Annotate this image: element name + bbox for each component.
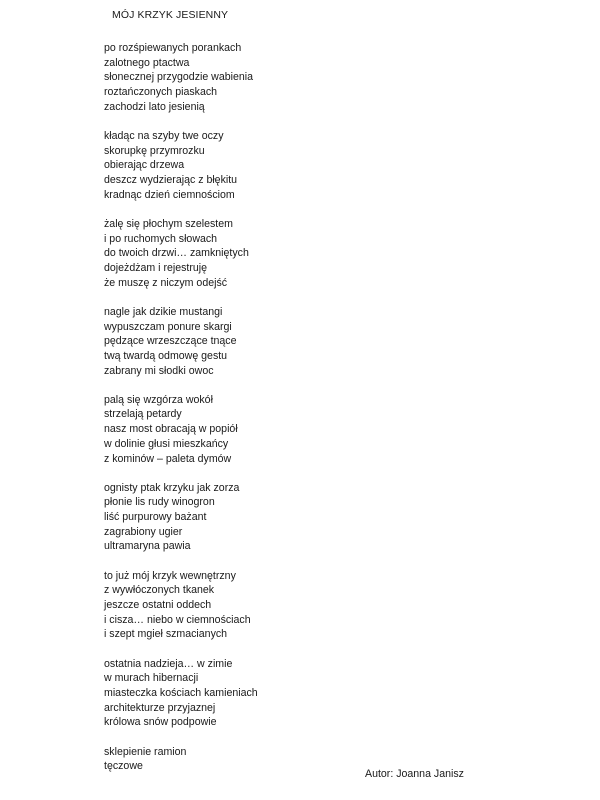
poem-line: obierając drzewa — [104, 159, 185, 172]
poem-line: skorupkę przymrozku — [104, 144, 205, 157]
poem-line: i szept mgieł szmacianych — [104, 628, 228, 641]
poem-line: roztańczonych piaskach — [104, 86, 218, 99]
poem-line: to już mój krzyk wewnętrzny — [104, 569, 236, 582]
poem-line: kradnąc dzień ciemnościom — [104, 188, 235, 201]
author-credit: Autor: Joanna Janisz — [365, 768, 464, 780]
poem-title: MÓJ KRZYK JESIENNY — [112, 9, 229, 21]
poem-line: kładąc na szyby twe oczy — [104, 129, 224, 142]
poem-line: ognisty ptak krzyku jak zorza — [104, 481, 240, 494]
poem-line: i cisza… niebo w ciemnościach — [104, 613, 251, 626]
poem-line: miasteczka kościach kamieniach — [104, 686, 258, 699]
poem-line: z kominów – paleta dymów — [104, 452, 232, 465]
stanza — [104, 569, 258, 642]
stanza — [104, 129, 258, 202]
poem-line: liść purpurowy bażant — [104, 511, 207, 524]
poem-line: płonie lis rudy winogron — [104, 496, 215, 509]
stanza — [104, 217, 258, 290]
poem-line: w murach hibernacji — [104, 672, 199, 685]
stanza — [104, 745, 258, 774]
poem-line: jeszcze ostatni oddech — [104, 599, 212, 611]
stanza — [104, 481, 258, 554]
poem-line: królowa snów podpowie — [104, 716, 217, 729]
poem-line: z wywłóczonych tkanek — [104, 584, 215, 597]
stanza — [104, 657, 258, 730]
poem-line: pędzące wrzeszczące tnące — [104, 335, 237, 348]
poem-line: ostatnia nadzieja… w zimie — [104, 657, 233, 670]
poem-line: palą się wzgórza wokół — [104, 393, 213, 406]
poem-line: zalotnego ptactwa — [104, 56, 190, 69]
poem-line: zabrany mi słodki owoc — [104, 364, 214, 377]
stanza — [104, 41, 258, 114]
poem-line: sklepienie ramion — [104, 745, 187, 758]
poem-line: strzelają petardy — [104, 408, 182, 421]
poem-line: zagrabiony ugier — [104, 525, 183, 538]
poem-line: i po ruchomych słowach — [104, 232, 218, 245]
poem-line: deszcz wydzierając z błękitu — [104, 174, 238, 186]
poem-line: w dolinie głusi mieszkańcy — [104, 437, 229, 450]
stanza — [104, 305, 258, 378]
poem-line: żalę się płochym szelestem — [104, 217, 233, 230]
poem-line: że muszę z niczym odejść — [104, 276, 228, 289]
poem-line: dojeżdżam i rejestruję — [104, 261, 208, 274]
poem-line: do twoich drzwi… zamkniętych — [104, 247, 249, 260]
poem-line: nagle jak dzikie mustangi — [104, 305, 223, 318]
poem-body — [104, 41, 258, 788]
poem-line: zachodzi lato jesienią — [104, 100, 205, 113]
stanza — [104, 393, 258, 466]
poem-line: architekturze przyjaznej — [104, 701, 216, 714]
poem-line: ultramaryna pawia — [104, 540, 191, 553]
poem-line: twą twardą odmowę gestu — [104, 349, 228, 362]
poem-line: nasz most obracają w popiół — [104, 423, 238, 436]
poem-line: słonecznej przygodzie wabienia — [104, 71, 253, 84]
poem-line: tęczowe — [104, 760, 143, 773]
poem-line: po rozśpiewanych porankach — [104, 42, 242, 54]
poem-line: wypuszczam ponure skargi — [104, 320, 232, 333]
